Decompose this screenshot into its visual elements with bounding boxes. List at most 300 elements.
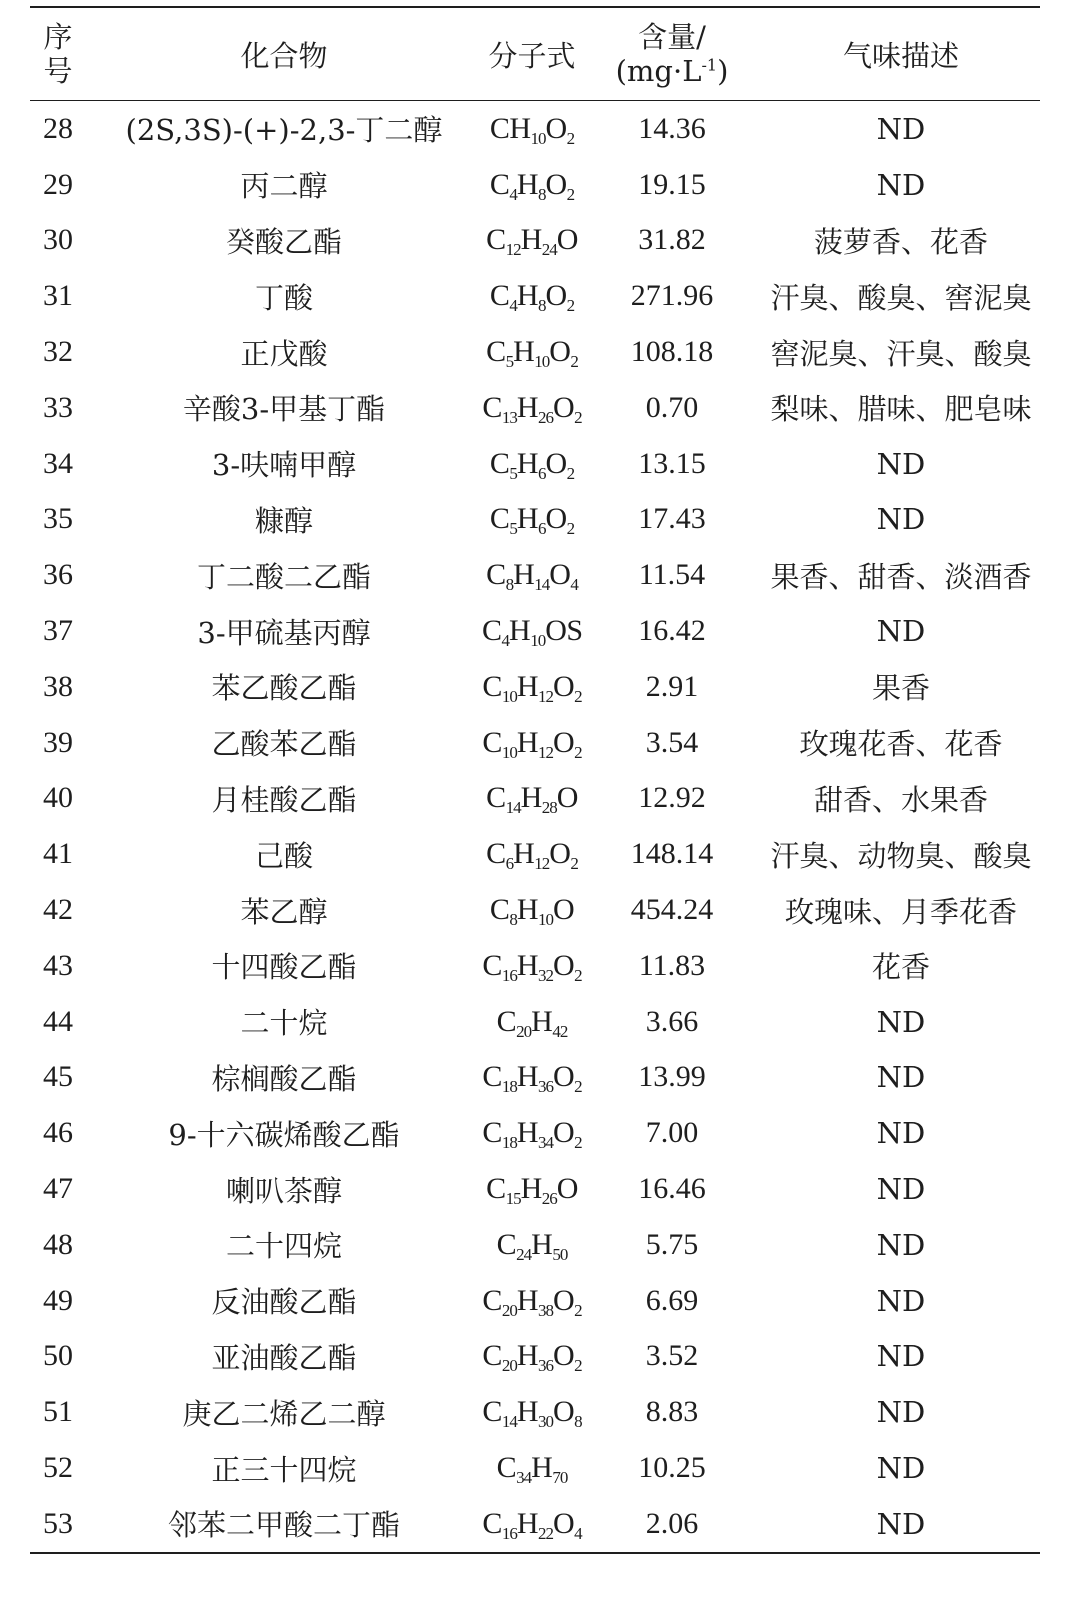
compound-name: 丁二酸二乙酯 (196, 559, 371, 594)
molecular-formula (482, 223, 582, 260)
row-number: 28 (43, 111, 73, 145)
table-row (30, 1496, 1040, 1552)
formula-element: O (553, 948, 575, 982)
odor-description: ND (876, 167, 926, 202)
formula-subscript: 6 (538, 463, 546, 483)
molecular-formula (482, 1116, 582, 1153)
formula-element: C (482, 725, 502, 759)
formula-element: C (482, 1283, 502, 1317)
formula-subscript: 2 (574, 965, 582, 985)
table-row (30, 492, 1040, 548)
odor-description: ND (876, 1060, 926, 1095)
formula-element: O (553, 725, 575, 759)
row-number: 39 (43, 725, 73, 759)
compound-name: 3-甲硫基丙醇 (197, 615, 371, 650)
table-row (30, 268, 1040, 324)
formula-subscript: 4 (570, 575, 578, 595)
table-row (30, 380, 1040, 436)
formula-subscript: 15 (505, 1189, 521, 1209)
formula-subscript: 24 (516, 1244, 532, 1264)
formula-element: C (482, 948, 502, 982)
molecular-formula (482, 168, 582, 202)
formula-subscript: 12 (538, 742, 553, 762)
formula-subscript: 28 (541, 798, 557, 818)
compound-name: 邻苯二甲酸二丁酯 (167, 1508, 400, 1543)
header-content (582, 20, 762, 88)
formula-subscript: 22 (538, 1523, 553, 1543)
row-number: 29 (43, 167, 73, 201)
formula-subscript: 4 (574, 1523, 582, 1543)
formula-subscript: 42 (552, 1021, 568, 1041)
formula-element: H (509, 111, 531, 145)
formula-element: O (549, 558, 571, 592)
row-number: 41 (43, 837, 73, 871)
formula-element: C (496, 1227, 517, 1261)
formula-subscript: 2 (574, 742, 582, 762)
header-content-line1: 含量/ (638, 20, 706, 54)
formula-element: C (482, 1339, 502, 1373)
molecular-formula (482, 614, 583, 651)
odor-description: 果香 (871, 671, 930, 706)
molecular-formula (482, 1451, 582, 1488)
formula-element: O (545, 111, 567, 145)
compound-name: 苯乙酸乙酯 (211, 671, 357, 706)
row-number: 42 (43, 893, 73, 927)
formula-element: C (486, 335, 506, 369)
molecular-formula (482, 1284, 582, 1318)
compound-name: 喇叭茶醇 (225, 1173, 342, 1208)
compound-name: 月桂酸乙酯 (211, 782, 357, 817)
formula-element: C (486, 1172, 506, 1206)
bottom-rule (30, 1552, 1040, 1554)
formula-element: O (549, 837, 571, 871)
formula-subscript: 2 (574, 1300, 582, 1320)
formula-element: O (549, 335, 571, 369)
content-value: 14.36 (638, 111, 706, 145)
formula-element: C (482, 1506, 502, 1540)
compound-name: 棕榈酸乙酯 (211, 1061, 357, 1096)
formula-element: C (486, 223, 506, 257)
formula-subscript: 5 (509, 463, 517, 483)
header-content-unit-main: (mg·L (615, 54, 702, 88)
content-value: 13.99 (638, 1060, 706, 1094)
formula-element: O (553, 1283, 575, 1317)
formula-element: C (486, 558, 506, 592)
odor-description: ND (876, 502, 926, 537)
table-row (30, 213, 1040, 269)
formula-subscript: 2 (570, 854, 578, 874)
formula-element: H (516, 167, 538, 201)
formula-subscript: 2 (574, 1077, 582, 1097)
odor-description: ND (876, 1004, 926, 1039)
molecular-formula (482, 335, 582, 372)
formula-subscript: 10 (538, 910, 553, 930)
molecular-formula (482, 837, 582, 874)
formula-subscript: 10 (501, 742, 517, 762)
table-row (30, 1440, 1040, 1496)
formula-element: O (553, 1395, 575, 1429)
compound-name: 亚油酸乙酯 (211, 1340, 357, 1375)
formula-subscript: 34 (538, 1133, 553, 1153)
content-value: 16.46 (638, 1172, 706, 1206)
formula-element: O (553, 1116, 575, 1150)
formula-subscript: 20 (501, 1300, 517, 1320)
formula-subscript: 36 (538, 1356, 553, 1376)
table-row (30, 1329, 1040, 1385)
formula-subscript: 5 (505, 352, 514, 372)
odor-description: ND (876, 1506, 926, 1541)
molecular-formula (482, 1395, 582, 1432)
odor-description: ND (876, 1339, 926, 1374)
compound-name: 二十烷 (240, 1006, 328, 1041)
table-row (30, 1105, 1040, 1161)
compound-name: 庚乙二烯乙二醇 (182, 1396, 386, 1431)
formula-subscript: 8 (538, 296, 546, 316)
content-value: 7.00 (645, 1116, 699, 1150)
molecular-formula (482, 1005, 582, 1039)
formula-element: O (553, 1506, 575, 1540)
formula-element: H (531, 1451, 553, 1485)
header-content-unit-close: ) (717, 54, 729, 88)
formula-subscript: 2 (566, 184, 575, 204)
molecular-formula (482, 1060, 582, 1097)
molecular-formula (482, 502, 582, 539)
compound-name: 癸酸乙酯 (225, 224, 342, 259)
formula-subscript: 12 (538, 686, 553, 706)
compound-name: 反油酸乙酯 (211, 1285, 357, 1320)
formula-element: O (556, 781, 578, 815)
formula-element: O (556, 223, 578, 257)
formula-subscript: 4 (501, 631, 510, 651)
molecular-formula (482, 781, 582, 818)
formula-element: C (482, 1060, 502, 1094)
content-value: 10.25 (638, 1451, 706, 1485)
compound-name: 辛酸3-甲基丁酯 (182, 392, 386, 427)
compound-name: 苯乙醇 (240, 894, 328, 929)
content-value: 6.69 (645, 1283, 699, 1317)
formula-element: H (520, 223, 542, 257)
row-number: 30 (43, 223, 73, 257)
formula-subscript: 13 (501, 407, 517, 427)
content-value: 19.15 (638, 167, 706, 201)
compound-name: 丙二醇 (240, 169, 328, 204)
formula-subscript: 14 (505, 798, 521, 818)
compound-name: 3-呋喃甲醇 (211, 448, 357, 483)
compound-name: 十四酸乙酯 (211, 950, 357, 985)
row-number: 51 (43, 1395, 73, 1429)
formula-subscript: 26 (538, 407, 553, 427)
table-body (30, 101, 1040, 1552)
formula-subscript: 10 (530, 631, 546, 651)
table-row (30, 659, 1040, 715)
formula-element: H (516, 1283, 538, 1317)
formula-element: H (516, 446, 538, 480)
row-number: 50 (43, 1339, 73, 1373)
odor-description: 果香、甜香、淡酒香 (770, 559, 1032, 594)
formula-element: C (482, 1116, 502, 1150)
formula-subscript: 24 (541, 240, 557, 260)
formula-subscript: 34 (516, 1468, 532, 1488)
odor-description: ND (876, 1172, 926, 1207)
formula-subscript: 5 (509, 519, 517, 539)
formula-subscript: 2 (566, 519, 575, 539)
molecular-formula (482, 558, 582, 595)
header-seq-line1: 序 (43, 20, 73, 54)
formula-element: C (482, 1395, 502, 1429)
table-row (30, 101, 1040, 157)
row-number: 32 (43, 335, 73, 369)
formula-element: H (513, 558, 535, 592)
compound-name: 正戊酸 (240, 336, 328, 371)
formula-element: O (553, 669, 575, 703)
formula-element: C (489, 502, 510, 536)
formula-element: H (516, 669, 538, 703)
odor-description: 玫瑰花香、花香 (799, 727, 1003, 762)
formula-subscript: 12 (534, 854, 550, 874)
table-row (30, 994, 1040, 1050)
formula-subscript: 26 (541, 1189, 557, 1209)
formula-subscript: 14 (501, 1412, 517, 1432)
table-row (30, 826, 1040, 882)
compound-name: 9-十六碳烯酸乙酯 (168, 1117, 400, 1152)
formula-element: H (509, 614, 531, 648)
content-value: 3.66 (645, 1004, 699, 1038)
formula-subscript: 2 (574, 1133, 582, 1153)
odor-description: ND (876, 1116, 926, 1151)
formula-subscript: 10 (534, 352, 550, 372)
table-row (30, 547, 1040, 603)
formula-element: H (516, 279, 538, 313)
formula-subscript: 2 (574, 407, 582, 427)
row-number: 35 (43, 502, 73, 536)
odor-description: 甜香、水果香 (813, 782, 988, 817)
content-value: 8.83 (645, 1395, 699, 1429)
row-number: 52 (43, 1451, 73, 1485)
formula-subscript: 20 (501, 1356, 517, 1376)
formula-subscript: 50 (552, 1244, 568, 1264)
formula-element: C (482, 614, 502, 648)
formula-element: H (516, 390, 538, 424)
formula-element: O (553, 390, 575, 424)
formula-element: H (531, 1004, 553, 1038)
odor-description: ND (876, 1283, 926, 1318)
table-row (30, 938, 1040, 994)
formula-subscript: 38 (538, 1300, 553, 1320)
header-odor: 气味描述 (842, 38, 959, 73)
formula-element: O (545, 446, 567, 480)
row-number: 46 (43, 1116, 73, 1150)
formula-element: H (516, 893, 538, 927)
molecular-formula (482, 1172, 582, 1209)
content-value: 2.91 (645, 669, 699, 703)
row-number: 43 (43, 948, 73, 982)
compound-name: 己酸 (254, 838, 313, 873)
content-value: 17.43 (638, 502, 706, 536)
formula-element: H (516, 1395, 538, 1429)
content-value: 12.92 (638, 781, 706, 815)
header-seq (30, 20, 86, 88)
row-number: 31 (43, 279, 73, 313)
row-number: 34 (43, 446, 73, 480)
row-number: 36 (43, 558, 73, 592)
table-row (30, 1273, 1040, 1329)
content-value: 271.96 (630, 279, 714, 313)
formula-subscript: 8 (574, 1412, 582, 1432)
compound-name: 二十四烷 (225, 1229, 342, 1264)
table-row (30, 1161, 1040, 1217)
molecular-formula (482, 726, 582, 760)
table-row (30, 436, 1040, 492)
formula-element: O (553, 1060, 575, 1094)
formula-subscript: 2 (566, 296, 575, 316)
header-formula: 分子式 (488, 38, 576, 73)
table-row (30, 1050, 1040, 1106)
formula-subscript: 6 (538, 519, 546, 539)
row-number: 44 (43, 1004, 73, 1038)
header-content-unit-exp: -1 (701, 55, 718, 75)
formula-element: H (516, 1060, 538, 1094)
formula-subscript: 30 (538, 1412, 553, 1432)
formula-element: O (545, 167, 567, 201)
odor-description: ND (876, 446, 926, 481)
formula-subscript: 14 (534, 575, 550, 595)
formula-subscript: 2 (566, 128, 575, 148)
odor-description: 汗臭、酸臭、窖泥臭 (770, 280, 1032, 315)
formula-element: C (482, 390, 502, 424)
table-row (30, 324, 1040, 380)
molecular-formula (482, 670, 582, 704)
content-value: 108.18 (630, 335, 714, 369)
odor-description: ND (876, 614, 926, 649)
content-value: 0.70 (645, 390, 699, 424)
formula-subscript: 32 (538, 965, 553, 985)
molecular-formula (482, 112, 582, 146)
formula-element: H (520, 1172, 542, 1206)
table-row (30, 1384, 1040, 1440)
molecular-formula (482, 1507, 582, 1541)
formula-subscript: 12 (505, 240, 521, 260)
row-number: 53 (43, 1506, 73, 1540)
formula-subscript: 8 (538, 184, 546, 204)
content-value: 31.82 (638, 223, 706, 257)
formula-subscript: 18 (501, 1133, 517, 1153)
odor-description: 花香 (871, 950, 930, 985)
formula-element: H (516, 1116, 538, 1150)
formula-subscript: 6 (505, 854, 514, 874)
odor-description: ND (876, 111, 926, 146)
formula-subscript: 2 (566, 463, 575, 483)
formula-element: C (489, 446, 510, 480)
formula-subscript: 70 (552, 1468, 568, 1488)
table-row (30, 157, 1040, 213)
odor-description: 梨味、腊味、肥皂味 (770, 392, 1032, 427)
formula-subscript: 18 (501, 1077, 517, 1097)
compound-name: 乙酸苯乙酯 (211, 727, 357, 762)
content-value: 5.75 (645, 1227, 699, 1261)
formula-element: O (553, 1339, 575, 1373)
odor-description: ND (876, 1451, 926, 1486)
formula-subscript: 2 (574, 1356, 582, 1376)
odor-description: ND (876, 1395, 926, 1430)
formula-element: C (496, 1004, 517, 1038)
content-value: 454.24 (630, 893, 714, 927)
formula-element: C (482, 669, 502, 703)
row-number: 33 (43, 390, 73, 424)
row-number: 37 (43, 614, 73, 648)
odor-description: 汗臭、动物臭、酸臭 (770, 838, 1032, 873)
formula-element: C (489, 111, 510, 145)
formula-element: H (513, 335, 535, 369)
table-row (30, 771, 1040, 827)
molecular-formula (482, 447, 582, 481)
compound-name: 正三十四烷 (211, 1452, 357, 1487)
formula-subscript: 8 (509, 910, 517, 930)
formula-subscript: 10 (530, 128, 546, 148)
formula-subscript: 16 (501, 1523, 517, 1543)
formula-element: O (553, 893, 575, 927)
formula-element: O (545, 279, 567, 313)
formula-element: C (489, 893, 510, 927)
table-row (30, 1217, 1040, 1273)
content-value: 3.54 (645, 725, 699, 759)
formula-element: H (513, 837, 535, 871)
table-row (30, 603, 1040, 659)
table-row (30, 715, 1040, 771)
formula-subscript: 4 (509, 184, 517, 204)
content-value: 3.52 (645, 1339, 699, 1373)
row-number: 48 (43, 1227, 73, 1261)
content-value: 16.42 (638, 614, 706, 648)
content-value: 13.15 (638, 446, 706, 480)
formula-subscript: 4 (509, 296, 517, 316)
content-value: 11.83 (638, 948, 706, 982)
header-content-unit (616, 54, 729, 88)
formula-element: C (486, 781, 506, 815)
compound-name: (2S,3S)-(+)-2,3-丁二醇 (125, 113, 443, 148)
formula-element: H (516, 502, 538, 536)
formula-subscript: 8 (505, 575, 514, 595)
formula-element: H (516, 1506, 538, 1540)
content-value: 148.14 (630, 837, 714, 871)
formula-subscript: 2 (570, 352, 578, 372)
formula-element: O (545, 502, 567, 536)
compound-table (30, 6, 1040, 1554)
table-header (30, 8, 1040, 100)
formula-subscript: 36 (538, 1077, 553, 1097)
formula-subscript: 16 (501, 965, 517, 985)
compound-name: 糠醇 (254, 503, 313, 538)
content-value: 2.06 (645, 1506, 699, 1540)
molecular-formula (482, 1339, 582, 1376)
row-number: 38 (43, 669, 73, 703)
formula-subscript: 2 (574, 686, 582, 706)
molecular-formula (482, 949, 582, 983)
odor-description: 菠萝香、花香 (813, 224, 988, 259)
molecular-formula (482, 893, 582, 930)
formula-element: C (489, 279, 510, 313)
header-seq-line2: 号 (43, 54, 73, 88)
formula-element: H (516, 1339, 538, 1373)
header-compound: 化合物 (240, 38, 328, 73)
formula-element: C (489, 167, 510, 201)
formula-element: O (556, 1172, 578, 1206)
content-value: 11.54 (638, 558, 706, 592)
odor-description: 窖泥臭、汗臭、酸臭 (770, 336, 1032, 371)
row-number: 49 (43, 1283, 73, 1317)
molecular-formula (482, 279, 582, 316)
compound-name: 丁酸 (254, 280, 313, 315)
molecular-formula (482, 1228, 582, 1262)
